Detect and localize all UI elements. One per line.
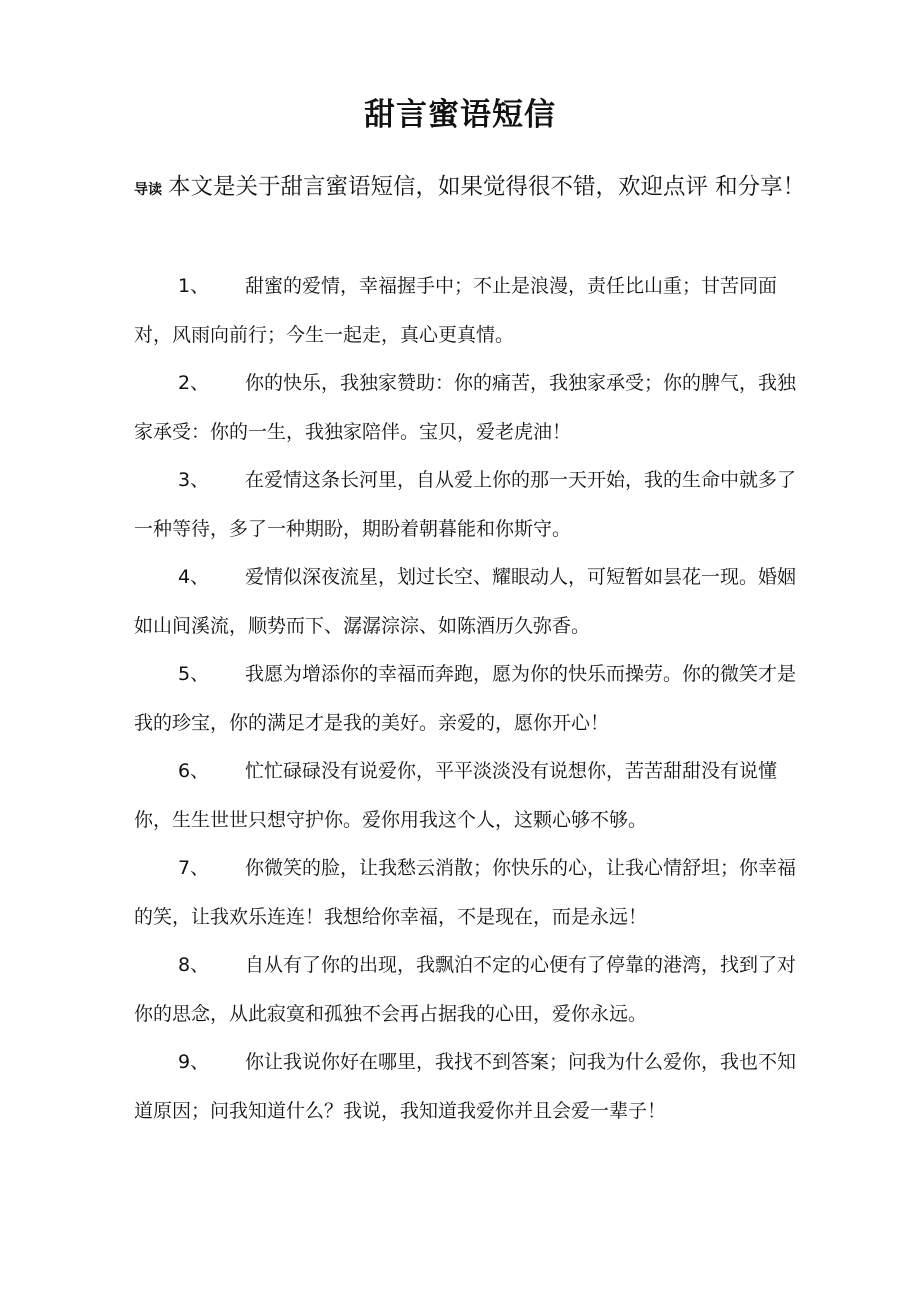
intro-label: 导读 (134, 182, 162, 198)
list-item (134, 456, 814, 553)
item-number: 2、 (178, 372, 210, 394)
document-title: 甜言蜜语短信 (364, 97, 556, 133)
intro-text: 本文是关于甜言蜜语短信，如果觉得很不错，欢迎点评 和分享！ (168, 174, 806, 200)
item-text: 爱情似深夜流星，划过长空、耀眼动人，可短暂如昙花一现。婚姻如山间溪流，顺势而下、潺潺淙淙、如陈酒历久弥香。 (134, 566, 797, 637)
item-number: 9、 (178, 1051, 210, 1073)
item-text: 你的快乐，我独家赞助：你的痛苦，我独家承受；你的脾气，我独家承受：你的一生，我独家陪伴。宝贝，爱老虎油！ (134, 372, 797, 443)
list-item (134, 1038, 814, 1135)
item-number: 6、 (178, 760, 210, 782)
list-item (134, 650, 814, 747)
intro-paragraph (134, 162, 814, 215)
item-text: 你微笑的脸，让我愁云消散；你快乐的心，让我心情舒坦；你幸福的笑，让我欢乐连连！我想给你幸福，不是现在，而是永远！ (134, 857, 797, 928)
item-text: 你让我说你好在哪里，我找不到答案；问我为什么爱你，我也不知道原因；问我知道什么？我说，我知道我爱你并且会爱一辈子！ (134, 1051, 797, 1122)
list-item (134, 941, 814, 1038)
item-text: 自从有了你的出现，我飘泊不定的心便有了停靠的港湾，找到了对你的思念，从此寂寞和孤独不会再占据我的心田，爱你永远。 (134, 954, 797, 1025)
item-number: 5、 (178, 663, 210, 685)
item-number: 3、 (178, 469, 210, 491)
item-text: 我愿为增添你的幸福而奔跑，愿为你的快乐而操劳。你的微笑才是我的珍宝，你的满足才是我的美好。亲爱的，愿你开心！ (134, 663, 797, 734)
item-text: 甜蜜的爱情，幸福握手中；不止是浪漫，责任比山重；甘苦同面对，风雨向前行；今生一起走，真心更真情。 (134, 275, 778, 346)
item-text: 忙忙碌碌没有说爱你，平平淡淡没有说想你，苦苦甜甜没有说懂你，生生世世只想守护你。爱你用我这个人，这颗心够不够。 (134, 760, 778, 831)
item-number: 7、 (178, 857, 210, 879)
message-list (134, 262, 814, 1135)
list-item (134, 553, 814, 650)
item-number: 1、 (178, 275, 210, 297)
item-number: 8、 (178, 954, 210, 976)
list-item (134, 747, 814, 844)
item-number: 4、 (178, 566, 210, 588)
list-item (134, 844, 814, 941)
item-text: 在爱情这条长河里，自从爱上你的那一天开始，我的生命中就多了一种等待，多了一种期盼，期盼着朝暮能和你斯守。 (134, 469, 797, 540)
list-item (134, 359, 814, 456)
list-item (134, 262, 814, 359)
